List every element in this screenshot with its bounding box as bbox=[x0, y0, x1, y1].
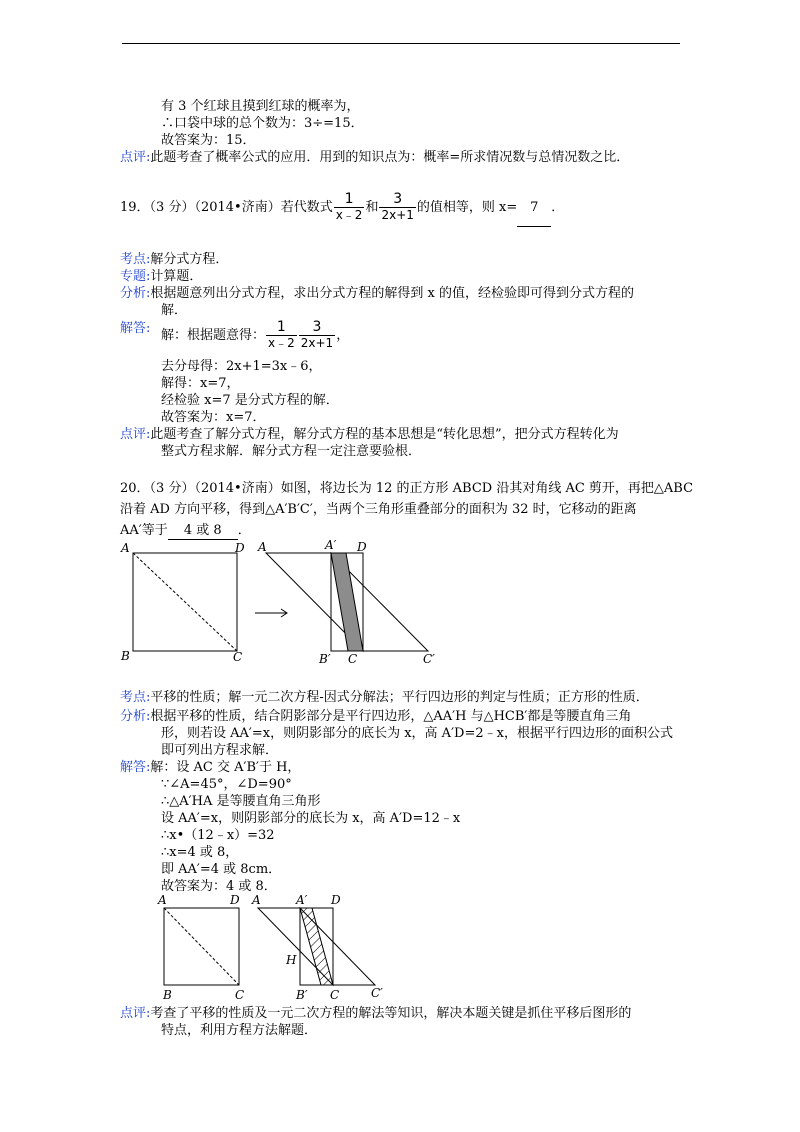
q19-and: 和 bbox=[365, 200, 379, 215]
q20-line-1: 20．（3 分）（2014•济南）如图，将边长为 12 的正方形 ABCD 沿其对角线 AC 剪开，再把△ABC bbox=[120, 481, 694, 496]
kaodian-text: 解分式方程． bbox=[150, 252, 229, 267]
q19-dianping-2: 整式方程求解．解分式方程一定注意要验根． bbox=[161, 444, 422, 459]
header-rule bbox=[122, 43, 680, 44]
q20-l3-prefix: AA′等于 bbox=[120, 523, 168, 538]
q18-comment bbox=[120, 149, 629, 166]
fenxi-text-1: 根据平移的性质，结合阴影部分是平行四边形，△AA′H 与△HCB′都是等腰直角三角 bbox=[150, 709, 632, 724]
eq-fraction-1 bbox=[266, 320, 297, 351]
shaded-parallelogram bbox=[331, 553, 363, 651]
q18-line-3: 故答案为：15． bbox=[161, 133, 256, 148]
dianping-text-1: 考查了平移的性质及一元二次方程的解法等知识，解决本题关键是抓住平移后图形的 bbox=[150, 1006, 632, 1021]
q20-step-2: ∵∠A=45°，∠D=90° bbox=[161, 777, 292, 792]
q19-zhuanti bbox=[120, 268, 202, 285]
label-A: A bbox=[121, 541, 130, 555]
jieda-label: 解答: bbox=[120, 760, 151, 775]
q19-step-1: 去分母得：2x+1=3x﹣6， bbox=[161, 359, 322, 374]
q19-dianping bbox=[120, 426, 619, 443]
q19-prefix: 19．（3 分）（2014•济南）若代数式 bbox=[120, 200, 333, 215]
comment-label: 点评: bbox=[120, 150, 151, 165]
q18-line-1: 有 3 个红球且摸到红球的概率为， bbox=[161, 99, 360, 114]
q20-figure-1 bbox=[115, 538, 445, 668]
q20-dianping bbox=[120, 1005, 631, 1022]
zhuanti-text: 计算题． bbox=[150, 269, 203, 284]
label-C-prime: C′ bbox=[371, 986, 383, 1000]
label-A-prime: A′ bbox=[325, 538, 337, 552]
jieda-text-1: 解：设 AC 交 A′B′于 H， bbox=[150, 760, 301, 775]
label-B-prime: B′ bbox=[296, 988, 308, 1002]
eq-end: ， bbox=[336, 328, 350, 343]
eq-fraction-2 bbox=[299, 320, 335, 351]
fraction-numerator: 3 bbox=[312, 319, 322, 335]
fraction-denominator: 2x+1 bbox=[381, 208, 414, 222]
q20-fenxi-3: 即可列出方程求解． bbox=[161, 743, 279, 758]
diagonal-ac bbox=[133, 553, 237, 651]
label-C-prime: C′ bbox=[423, 652, 435, 666]
fraction-numerator: 1 bbox=[344, 191, 354, 207]
label-A2: A bbox=[252, 893, 261, 907]
label-D2: D bbox=[357, 540, 367, 554]
zhuanti-label: 专题: bbox=[120, 269, 151, 284]
fenxi-label: 分析: bbox=[120, 286, 151, 301]
label-D: D bbox=[230, 893, 240, 907]
kaodian-text: 平移的性质；解一元二次方程-因式分解法；平行四边形的判定与性质；正方形的性质． bbox=[150, 690, 649, 705]
q20-step-7: 即 AA′=4 或 8cm． bbox=[161, 862, 282, 877]
fraction-numerator: 1 bbox=[276, 319, 286, 335]
q20-line-2: 沿着 AD 方向平移，得到△A′B′C′，当两个三角形重叠部分的面积为 32 时，它移动的距离 bbox=[120, 502, 637, 517]
jieda-label: 解答: bbox=[120, 321, 151, 336]
q19-suffix: 的值相等，则 x= bbox=[416, 200, 518, 215]
q20-answer: 4 或 8 bbox=[168, 522, 238, 540]
fraction-denominator: 2x+1 bbox=[300, 336, 334, 350]
q19-step-4: 故答案为：x=7． bbox=[161, 410, 266, 425]
label-A-prime: A′ bbox=[296, 893, 308, 907]
q20-fenxi bbox=[120, 708, 631, 725]
q20-step-5: ∴x•（12﹣x）=32 bbox=[161, 828, 275, 843]
label-C: C bbox=[233, 650, 243, 664]
fraction-denominator: x﹣2 bbox=[268, 336, 295, 350]
q20-l3-end: ． bbox=[237, 523, 251, 538]
kaodian-label: 考点: bbox=[120, 690, 151, 705]
label-C: C bbox=[235, 988, 245, 1002]
label-C2: C bbox=[330, 988, 340, 1002]
fenxi-text-1: 根据题意列出分式方程，求出分式方程的解得到 x 的值，经检验即可得到分式方程的 bbox=[150, 286, 634, 301]
q20-step-3: ∴△A′HA 是等腰直角三角形 bbox=[161, 794, 321, 809]
label-H: H bbox=[286, 953, 297, 967]
kaodian-label: 考点: bbox=[120, 252, 151, 267]
comment-text: 此题考查了概率公式的应用．用到的知识点为：概率=所求情况数与总情况数之比． bbox=[150, 150, 630, 165]
fenxi-label: 分析: bbox=[120, 709, 151, 724]
q20-step-4: 设 AA′=x，则阴影部分的底长为 x，高 A′D=12﹣x bbox=[161, 811, 461, 826]
label-C2: C bbox=[348, 652, 358, 666]
q19-equation bbox=[161, 318, 349, 354]
q20-fenxi-2: 形，则若设 AA′=x，则阴影部分的底长为 x，高 A′D=2﹣x，根据平行四边形的面积公式 bbox=[161, 726, 673, 741]
dianping-text-1: 此题考查了解分式方程，解分式方程的基本思想是“转化思想”，把分式方程转化为 bbox=[150, 427, 619, 442]
q20-dianping-2: 特点，利用方程方法解题． bbox=[161, 1023, 318, 1038]
q19-end: ． bbox=[551, 200, 565, 215]
label-D: D bbox=[235, 541, 245, 555]
q18-line-2: ∴口袋中球的总个数为：3÷=15． bbox=[161, 116, 364, 131]
q19-fenxi bbox=[120, 285, 634, 302]
fraction-denominator: x﹣2 bbox=[335, 208, 363, 222]
label-D2: D bbox=[331, 893, 341, 907]
label-B-prime: B′ bbox=[319, 652, 331, 666]
q19-step-2: 解得：x=7， bbox=[161, 376, 240, 391]
diagonal-ac bbox=[164, 908, 239, 985]
label-B: B bbox=[163, 988, 172, 1002]
jie-prefix: 解：根据题意得： bbox=[161, 328, 266, 343]
q20-step-6: ∴x=4 或 8， bbox=[161, 845, 239, 860]
q20-kaodian bbox=[120, 689, 649, 706]
q20-step-8: 故答案为：4 或 8． bbox=[161, 879, 277, 894]
q19-answer: 7 bbox=[517, 190, 551, 227]
q19-fraction-2 bbox=[379, 192, 415, 223]
dianping-label: 点评: bbox=[120, 427, 151, 442]
hatched-parallelogram bbox=[300, 908, 333, 985]
q20-jieda bbox=[120, 759, 300, 776]
q19-kaodian bbox=[120, 251, 228, 268]
q19-step-3: 经检验 x=7 是分式方程的解． bbox=[161, 393, 339, 408]
q20-figure-2 bbox=[155, 890, 395, 1005]
dianping-label: 点评: bbox=[120, 1006, 151, 1021]
fraction-numerator: 3 bbox=[393, 191, 403, 207]
label-A: A bbox=[158, 893, 167, 907]
q19-fenxi-2: 解． bbox=[161, 303, 188, 318]
q19-jieda-label bbox=[120, 320, 150, 337]
label-A2: A bbox=[258, 540, 267, 554]
q19-fraction-1 bbox=[334, 192, 365, 223]
q19-question bbox=[120, 190, 564, 227]
label-B: B bbox=[121, 649, 130, 663]
